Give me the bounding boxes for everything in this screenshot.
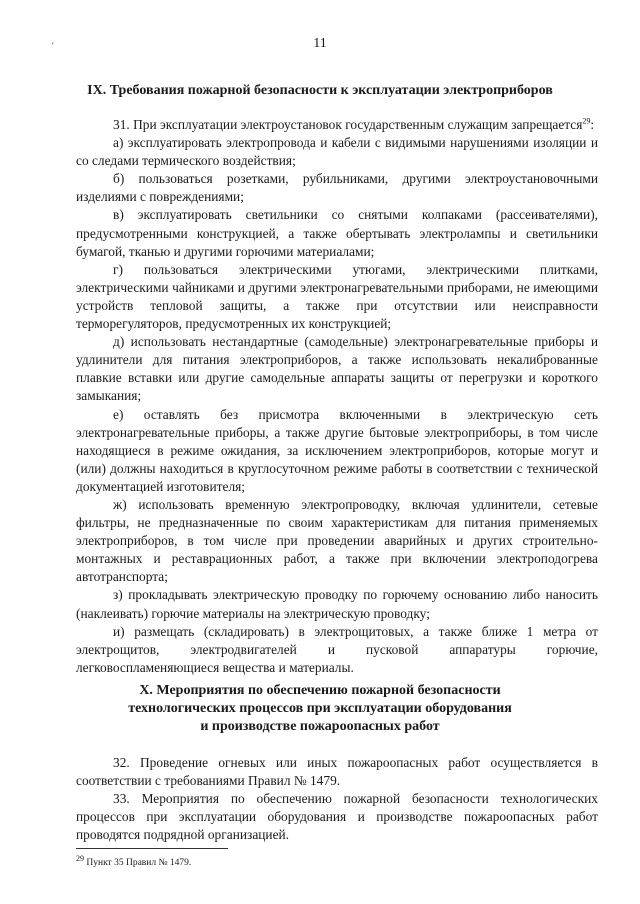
paragraph-31-text: 31. При эксплуатации электроустановок государственным служащим запрещается [113,117,583,132]
paragraph-32: 32. Проведение огневых или иных пожароопасных работ осуществляется в соответствии с требованиями Правил № 1479. [76,755,598,789]
list-item-d: д) использовать нестандартные (самодельные) электронагревательные приборы и удлинители для питания электроприборов, а также использовать некалиброванные плавкие вставки или другие самодельные аппараты защиты от перегрузки и короткого замыкания; [76,334,598,404]
paragraph-31 [76,116,598,134]
margin-mark: ' [52,41,54,51]
list-item-zh: ж) использовать временную электропроводку, включая удлинители, сетевые фильтры, не предназначенные по своим характеристикам для питания применяемых электроприборов, в том числе при проведении аварийных и других строительно-монтажных и реставрационных работ, а также при включении электроподогрева автотранспорта; [76,496,598,585]
paragraph-33: 33. Мероприятия по обеспечению пожарной безопасности технологических процессов при эксплуатации оборудования и производстве пожароопасных работ проводятся подрядной организацией. [76,791,598,843]
page-number: 11 [313,36,327,51]
footnote-ref: 29 [582,116,591,126]
paragraph-31-colon: : [590,117,595,132]
list-item-g: г) пользоваться электрическими утюгами, электрическими плитками, электрическими чайниками и другими электронагревательными приборами, не имеющими устройств тепловой защиты, а также при отсутствии или неисправности терморегуляторов, предусмотренных их конструкцией; [76,261,598,332]
footnote-number: 29 [76,853,84,863]
footnote [76,853,192,868]
list-item-e: е) оставлять без присмотра включенными в электрическую сеть электронагревательные приборы, а также другие бытовые электроприборы, в том числе находящиеся в режиме ожидания, за исключением электроприборов, которые могут и (или) должны находиться в круглосуточном режиме работы в соответствии с технической документацией изготовителя; [76,406,598,494]
list-item-v: в) эксплуатировать светильники со снятыми колпаками (рассеивателями), предусмотренными конструкцией, а также обертывать электролампы и светильники бумагой, тканью и другими горючими материалами; [76,207,598,259]
section-9-body [76,116,598,677]
section-9-heading: IX. Требования пожарной безопасности к эксплуатации электроприборов [87,83,553,98]
list-item-b: б) пользоваться розетками, рубильниками, другими электроустановочными изделиями с повреждениями; [76,171,598,205]
list-item-z: з) прокладывать электрическую проводку по горючему основанию либо наносить (наклеивать) горючие материалы на электрическую проводку; [76,587,598,621]
footnote-divider [76,848,228,849]
list-item-a: а) эксплуатировать электропровода и кабели с видимыми нарушениями изоляции и со следами термического воздействия; [76,135,598,169]
footnote-text: Пункт 35 Правил № 1479. [84,858,192,868]
section-10-heading-line-3: и производстве пожароопасных работ [200,719,440,735]
section-10-body [76,754,598,844]
section-10-heading [0,682,640,737]
section-10-heading-line-2: технологических процессов при эксплуатации оборудования [128,701,512,717]
section-10-heading-line-1: X. Мероприятия по обеспечению пожарной безопасности [139,683,501,698]
list-item-i: и) размещать (складировать) в электрощитовых, а также ближе 1 метра от электрощитов, электродвигателей и пусковой аппаратуры горючие, легковоспламеняющиеся вещества и материалы. [76,623,598,675]
